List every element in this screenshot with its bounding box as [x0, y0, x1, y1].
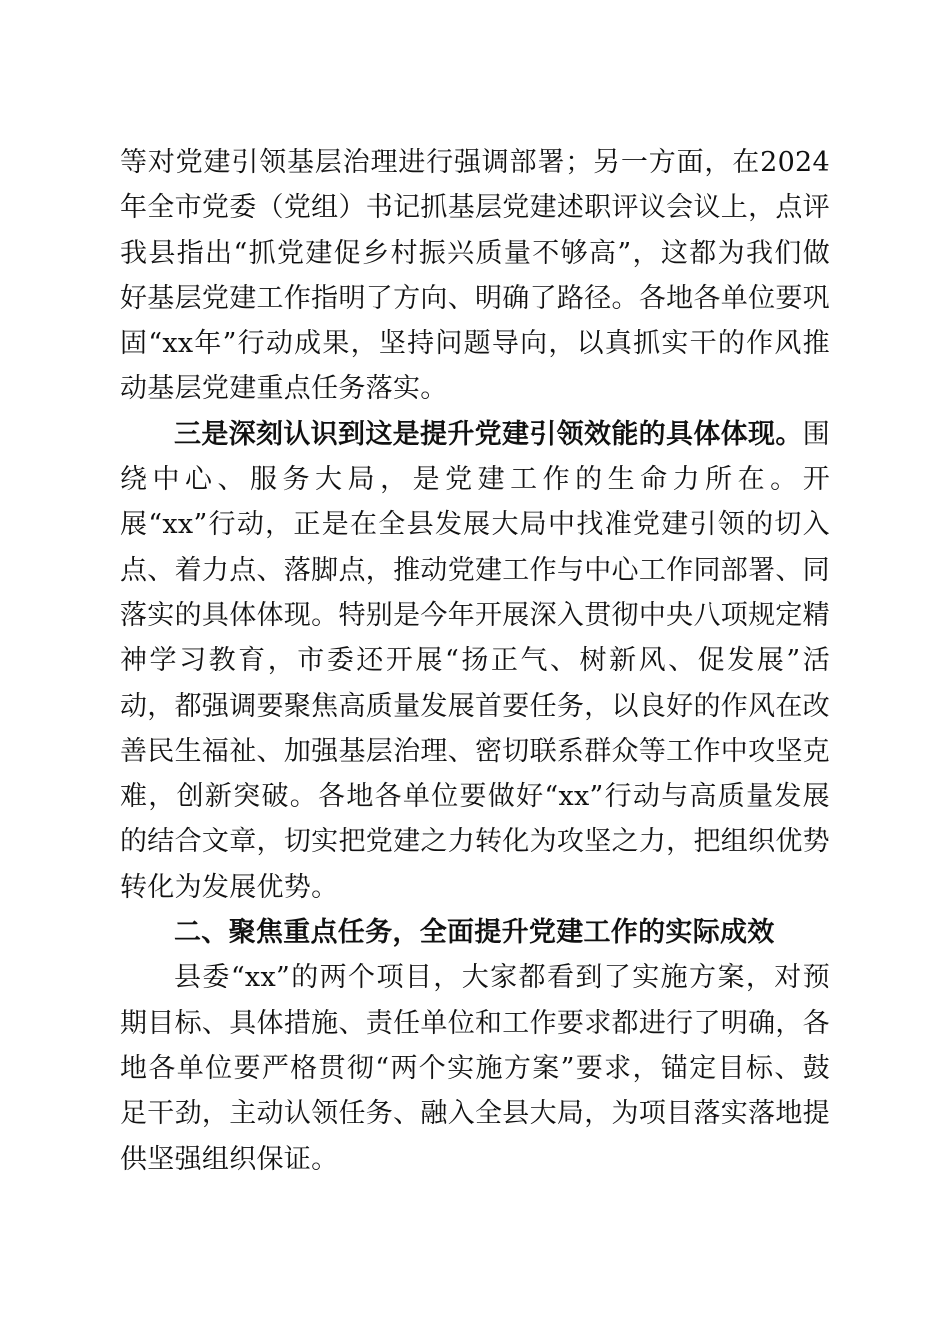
document-body	[120, 140, 830, 1182]
paragraph-body-text: 围绕中心、服务大局，是党建工作的生命力所在。开展“xx”行动，正是在全县发展大局中找准党建引领的切入点、着力点、落脚点，推动党建工作与中心工作同部署、同落实的具体体现。特别是今年开展深入贯彻中央八项规定精神学习教育，市委还开展“扬正气、树新风、促发展”活动，都强调要聚焦高质量发展首要任务，以良好的作风在改善民生福祉、加强基层治理、密切联系群众等工作中攻坚克难，创新突破。各地各单位要做好“xx”行动与高质量发展的结合文章，切实把党建之力转化为攻坚之力，把组织优势转化为发展优势。	[120, 418, 830, 903]
paragraph-continuation: 等对党建引领基层治理进行强调部署；另一方面，在2024年全市党委（党组）书记抓基层党建述职评议会议上，点评我县指出“抓党建促乡村振兴质量不够高”，这都为我们做好基层党建工作指明了方向、明确了路径。各地各单位要巩固“xx年”行动成果，坚持问题导向，以真抓实干的作风推动基层党建重点任务落实。	[120, 147, 830, 405]
paragraph-lead-sentence: 三是深刻认识到这是提升党建引领效能的具体体现。	[174, 418, 803, 450]
paragraph-section-two: 县委“xx”的两个项目，大家都看到了实施方案，对预期目标、具体措施、责任单位和工作要求都进行了明确，各地各单位要严格贯彻“两个实施方案”要求，锚定目标、鼓足干劲，主动认领任务、融入全县大局，为项目落实落地提供坚强组织保证。	[120, 962, 830, 1175]
paragraph-point-three	[120, 412, 830, 910]
section-heading: 二、聚焦重点任务，全面提升党建工作的实际成效	[174, 917, 775, 949]
